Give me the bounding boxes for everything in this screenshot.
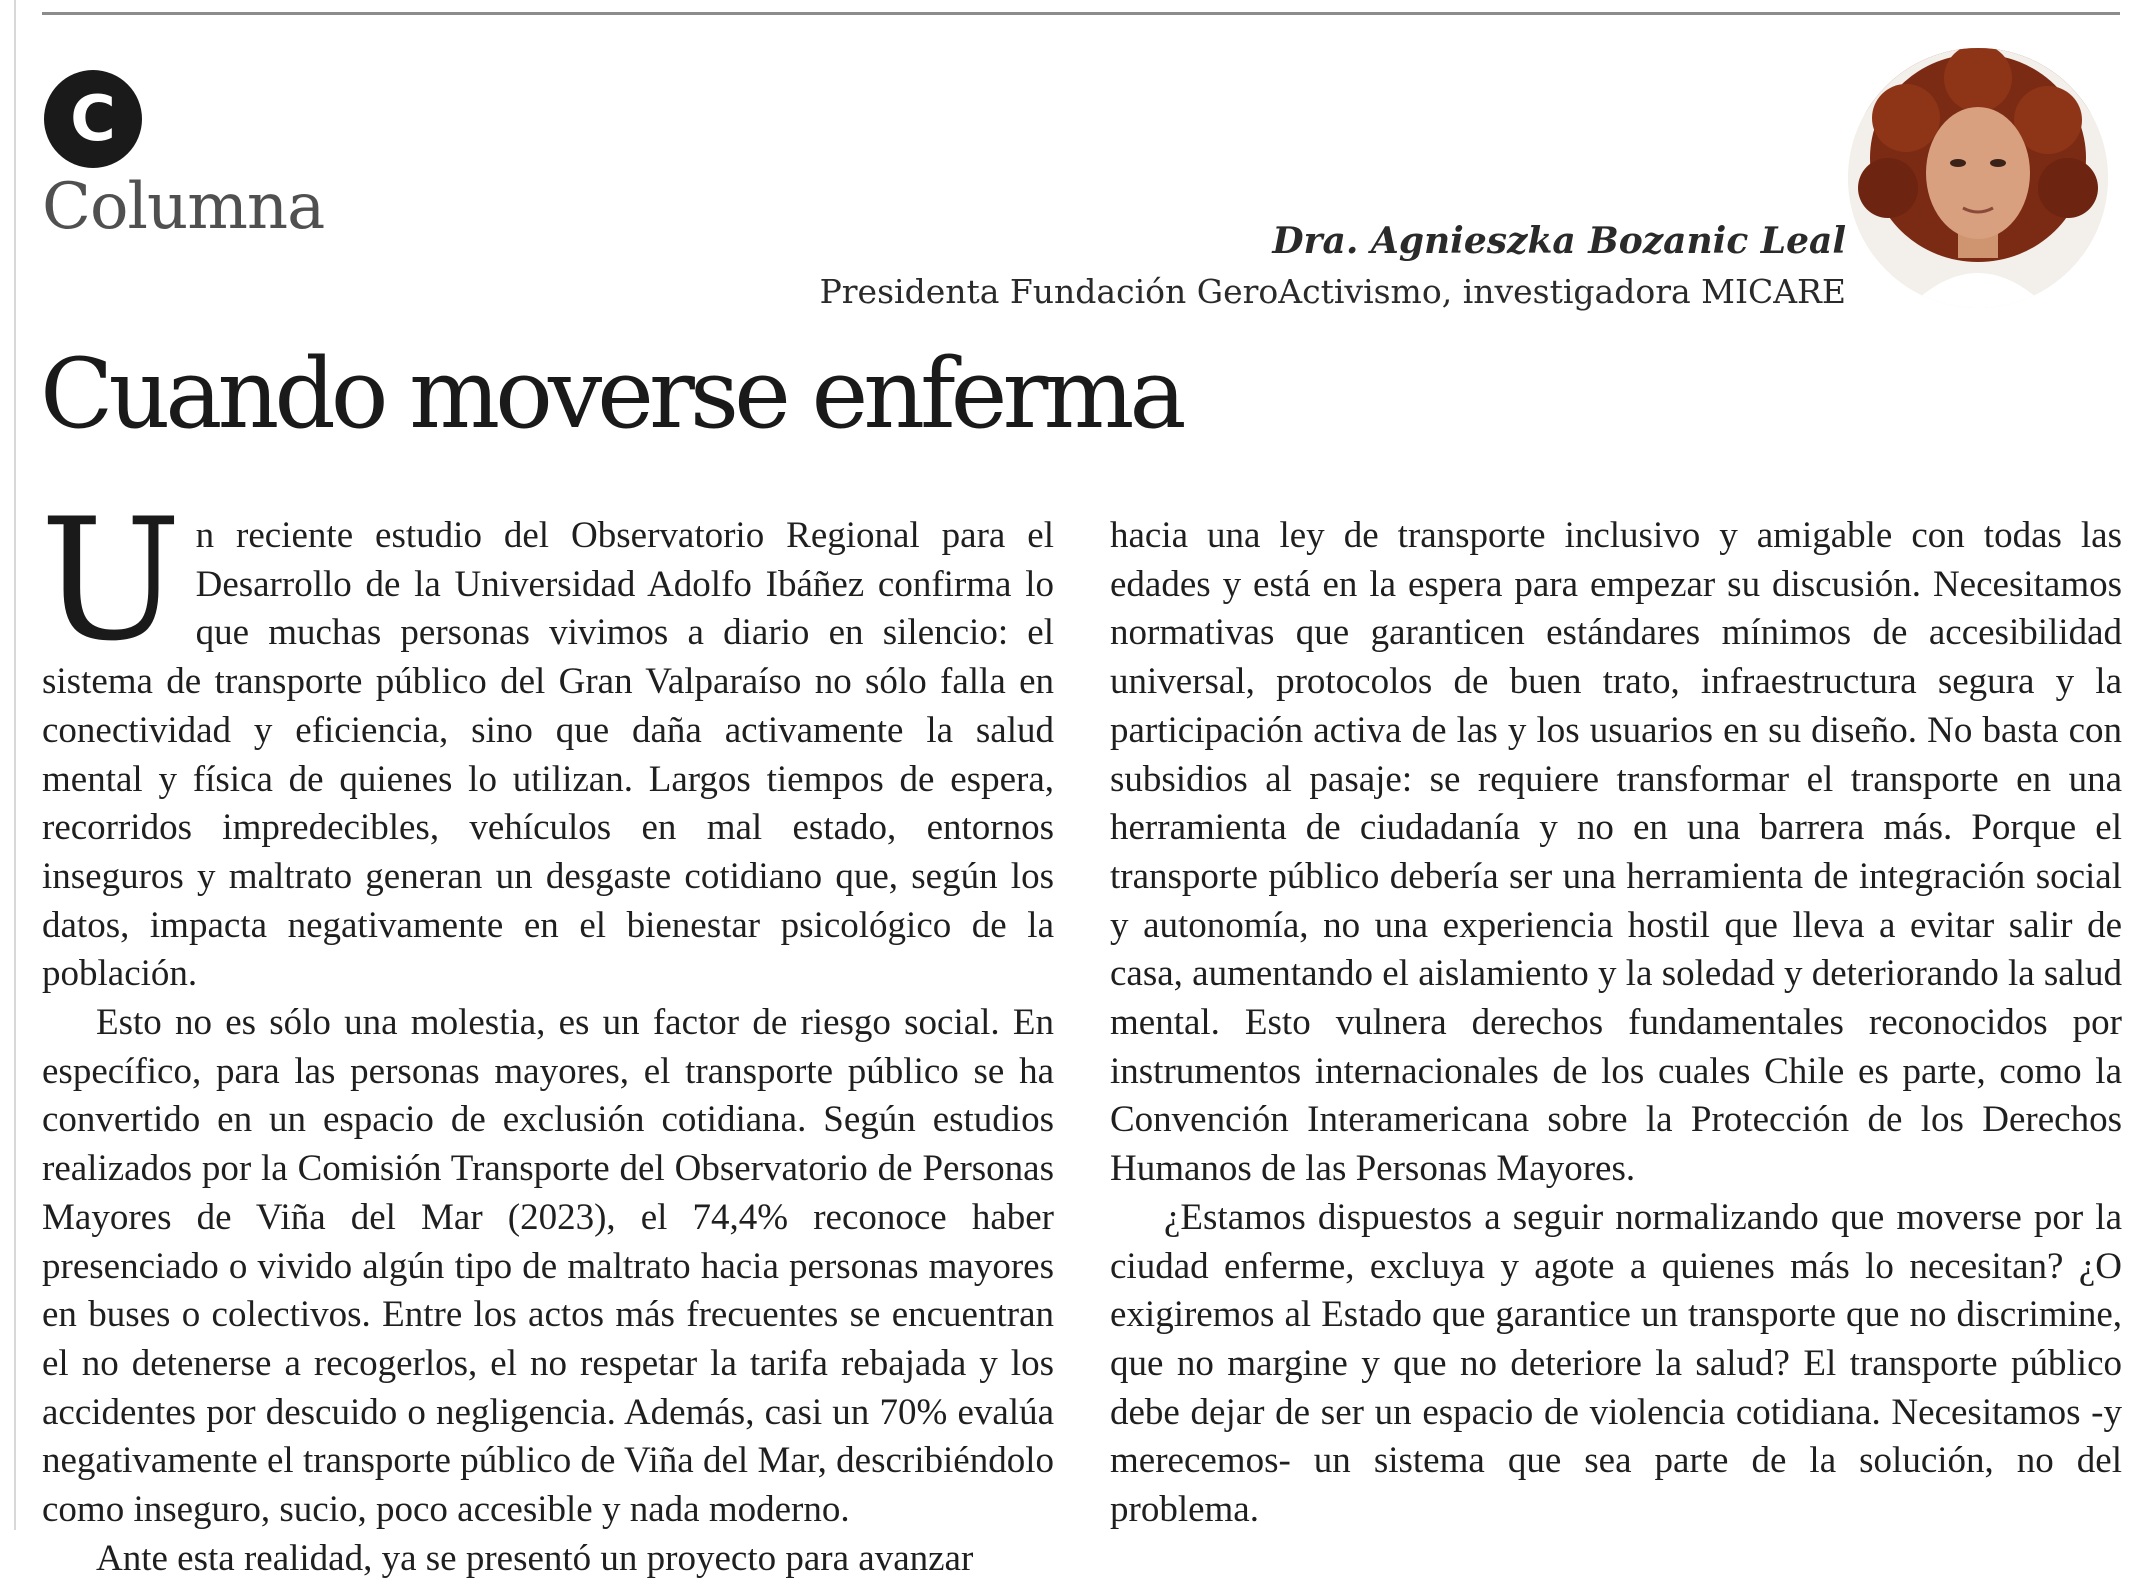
article-column-left bbox=[40, 482, 1054, 1583]
article-paragraph: ¿Estamos dispuestos a seguir normalizando que moverse por la ciudad enferme, excluya y agote a quienes más lo necesitan? ¿O exigiremos al Estado que garantice un transporte que no discrimine, que no margine y que no deteriore la salud? El transporte público debe dejar de ser un espacio de violencia cotidiana. Necesitamos -y merecemos- un sistema que sea parte de la solución, no del problema. bbox=[1110, 1196, 2122, 1531]
article-paragraph: Ante esta realidad, ya se presentó un proyecto para avanzar bbox=[96, 1537, 974, 1579]
author-role: Presidenta Fundación GeroActivismo, investigadora MICARE bbox=[819, 272, 1846, 311]
article-paragraph bbox=[40, 482, 1054, 999]
article-column-right bbox=[1110, 512, 2122, 1535]
author-name: Dra. Agnieszka Bozanic Leal bbox=[1272, 220, 1846, 262]
article-paragraph: hacia una ley de transporte inclusivo y amigable con todas las edades y está en la espera para empezar su discusión. Necesitamos normativas que garanticen estándares mínimos de accesibilidad universal, protocolos de buen trato, infraestructura segura y la participación activa de las y los usuarios en su diseño. No basta con subsidios al pasaje: se requiere transformar el transporte en una herramienta de ciudadanía y no en una barrera más. Porque el transporte público debería ser una herramienta de integración social y autonomía, no una experiencia hostil que lleva a evitar salir de casa, aumentando el aislamiento y la soledad y deteriorando la salud mental. Esto vulnera derechos fundamentales reconocidos por instrumentos internacionales de los cuales Chile es parte, como la Convención Interamericana sobre la Protección de los Derechos Humanos de las Personas Mayores. bbox=[1110, 515, 2123, 1190]
author-portrait-icon bbox=[1848, 48, 2108, 308]
article-paragraph: Esto no es sólo una molestia, es un factor de riesgo social. En específico, para las personas mayores, el transporte público se ha convertido en un espacio de exclusión cotidiana. Según estudios realizados por la Comisión Transporte del Observatorio de Personas Mayores de Viña del Mar (2023), el 74,4% reconoce haber presenciado o vivido algún tipo de maltrato hacia personas mayores en buses o colectivos. Entre los actos más frecuentes se encuentran el no detenerse a recogerlos, el no respetar la tarifa rebajada y los accidentes por descuido o negligencia. Además, casi un 70% evalúa negativamente el transporte público de Viña del Mar, describiéndolo como inseguro, sucio, poco accesible y nada moderno. bbox=[42, 1002, 1054, 1531]
page-border bbox=[14, 0, 16, 1530]
article-headline: Cuando moverse enferma bbox=[40, 338, 1182, 450]
drop-cap: U bbox=[40, 482, 182, 678]
author-photo bbox=[1848, 48, 2108, 308]
paragraph-text: n reciente estudio del Observatorio Regional para el Desarrollo de la Universidad Adolfo Ibáñez confirma lo que muchas personas vivimos a diario en silencio: el sistema de transporte público del Gran Valparaíso no sólo falla en conectividad y eficiencia, sino que daña activamente la salud mental y física de quienes lo utilizan. Largos tiempos de espera, recorridos impredecibles, vehículos en mal estado, entornos inseguros y maltrato generan un desgaste cotidiano que, según los datos, impacta negativamente en el bienestar psicológico de la población. bbox=[42, 515, 1054, 995]
section-label: Columna bbox=[42, 170, 325, 244]
top-rule-divider bbox=[42, 12, 2120, 15]
section-badge: C bbox=[44, 70, 142, 168]
